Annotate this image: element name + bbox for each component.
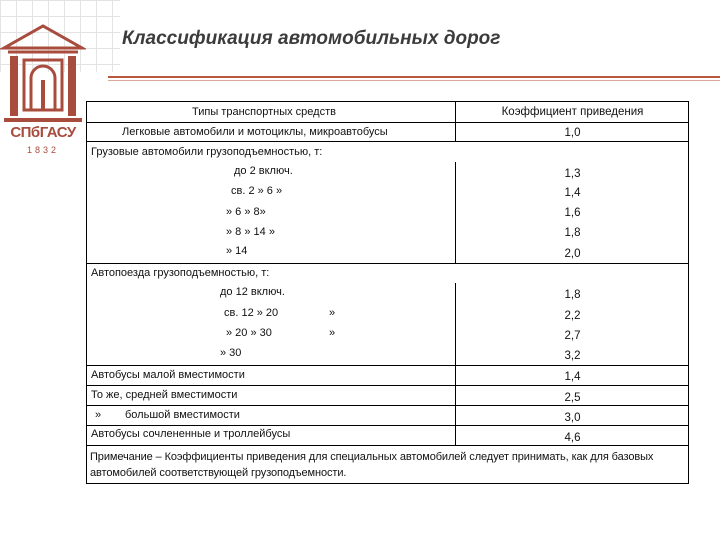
- row-value: 3,2: [564, 350, 581, 362]
- table-section-row: [86, 141, 689, 162]
- table-row: [86, 242, 689, 263]
- row-label: до 12 включ.: [220, 286, 285, 298]
- row-value: 4,6: [564, 432, 581, 444]
- row-label: » 8 » 14 »: [226, 226, 275, 238]
- row-label-ditto: »: [329, 327, 336, 339]
- title-rule-thin: [108, 80, 720, 81]
- row-label: » 30: [220, 347, 242, 359]
- row-value: 2,5: [564, 392, 581, 404]
- row-label: » 20 » 30: [226, 327, 272, 339]
- row-label: Автобусы малой вместимости: [91, 369, 245, 381]
- header-coefficient: Коэффициент приведения: [501, 106, 644, 118]
- row-value: 1,0: [564, 127, 581, 139]
- table-note: [86, 445, 689, 484]
- logo-year: 1832: [26, 145, 60, 155]
- row-label: до 2 включ.: [234, 165, 293, 177]
- header-vehicle-types: Типы транспортных средств: [192, 106, 336, 118]
- table-row: [86, 122, 689, 141]
- title-rule: [108, 76, 720, 78]
- table-header: [86, 101, 689, 122]
- row-label: » 14: [226, 245, 248, 257]
- table-row: [86, 425, 689, 445]
- note-text: Примечание – Коэффициенты приведения для специальных автомобилей следует принимать, как для базовых автомобилей соответствующей грузоподъемности.: [90, 451, 654, 479]
- logo-name: СПбГАСУ: [10, 124, 76, 141]
- table-row: [86, 182, 689, 202]
- row-value: 1,8: [564, 289, 581, 301]
- table-row: [86, 222, 689, 242]
- row-label: св. 12 » 20: [224, 307, 279, 319]
- table-row: [86, 344, 689, 365]
- table-row: [86, 283, 689, 304]
- table-row: [86, 304, 689, 324]
- section-label-road-trains: Автопоезда грузоподъемностью, т:: [91, 267, 270, 279]
- table-row: [86, 405, 689, 425]
- table-row: [86, 162, 689, 182]
- row-value: 1,6: [564, 207, 581, 219]
- table-row: [86, 202, 689, 222]
- row-label: большой вместимости: [125, 409, 240, 421]
- row-value: 2,7: [564, 330, 581, 342]
- row-value: 3,0: [564, 412, 581, 424]
- section-label-trucks: Грузовые автомобили грузоподъемностью, т:: [91, 146, 323, 158]
- table-row: [86, 385, 689, 405]
- row-value: 1,4: [564, 371, 581, 383]
- university-logo: [0, 22, 86, 162]
- row-label: Автобусы сочлененные и троллейбусы: [91, 428, 291, 440]
- row-value: 1,8: [564, 227, 581, 239]
- row-value: 1,4: [564, 187, 581, 199]
- table-section-row: [86, 263, 689, 283]
- row-label: То же, средней вместимости: [91, 389, 238, 401]
- coefficient-table: [86, 101, 689, 484]
- table-row: [86, 324, 689, 344]
- row-value: 1,3: [564, 168, 581, 180]
- row-value: 2,2: [564, 310, 581, 322]
- row-label-ditto: »: [329, 307, 336, 319]
- row-label: Легковые автомобили и мотоциклы, микроавтобусы: [122, 126, 388, 138]
- row-label-ditto: »: [95, 409, 102, 421]
- row-label: » 6 » 8»: [226, 206, 266, 218]
- building-emblem-icon: [0, 22, 86, 126]
- table-row: [86, 365, 689, 385]
- row-value: 2,0: [564, 248, 581, 260]
- row-label: св. 2 » 6 »: [231, 185, 283, 197]
- page-title: Классификация автомобильных дорог: [122, 28, 501, 49]
